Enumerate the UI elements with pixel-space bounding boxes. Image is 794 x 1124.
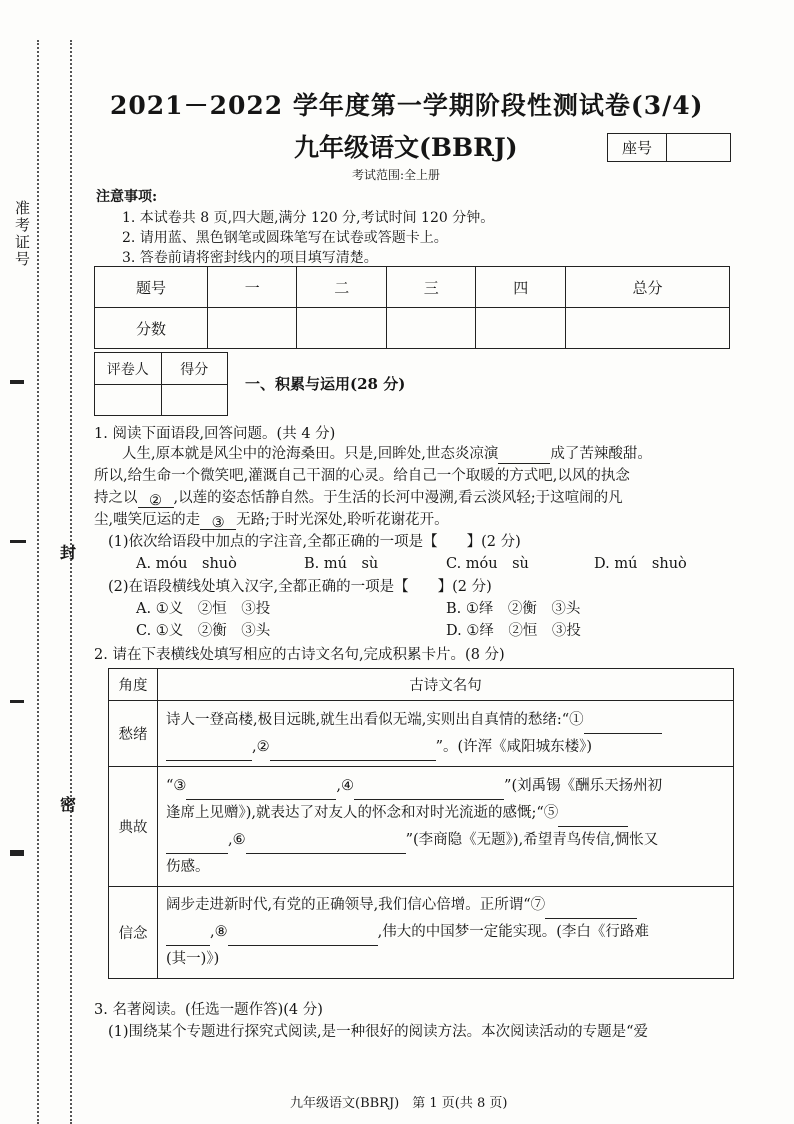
text: ,⑧	[210, 924, 228, 940]
grader-score-field[interactable]	[162, 385, 228, 416]
text: 成了苦辣酸甜。	[550, 446, 652, 462]
q2-stem: 2. 请在下表横线处填写相应的古诗文名句,完成积累卡片。(8 分)	[94, 647, 505, 663]
section-title: 一、积累与运用(28 分)	[245, 375, 406, 393]
q1-sub2-option[interactable]: C. ①义 ②衡 ③头	[136, 623, 271, 639]
answer-blank[interactable]	[166, 837, 228, 854]
answer-blank[interactable]	[584, 717, 662, 734]
seal-dotted-line-inner	[70, 40, 72, 1124]
score-cell[interactable]	[565, 308, 729, 349]
poem-row-content	[158, 887, 734, 979]
answer-blank[interactable]	[166, 929, 210, 946]
answer-blank[interactable]	[558, 810, 628, 827]
q1-sub1-option[interactable]: A. móu shuò	[136, 556, 237, 572]
text: “③	[166, 777, 187, 794]
score-header-cell: 三	[386, 267, 475, 308]
answer-blank[interactable]	[200, 513, 236, 530]
score-cell[interactable]	[476, 308, 565, 349]
score-header-cell: 二	[297, 267, 386, 308]
poem-row-angle: 愁绪	[109, 701, 158, 767]
blank-mark: ③	[211, 515, 225, 531]
margin-exam-number-label: 准考证号	[13, 200, 31, 268]
q1-sub2-option[interactable]: B. ①绎 ②衡 ③头	[446, 601, 581, 617]
q1-sub2-option[interactable]: A. ①义 ②恒 ③投	[136, 601, 271, 617]
answer-blank[interactable]	[246, 837, 406, 854]
poem-head-lines: 古诗文名句	[158, 669, 734, 701]
poem-card-table	[108, 668, 734, 979]
note-item: 2. 请用蓝、黑色钢笔或圆珠笔写在试卷或答题卡上。	[122, 230, 448, 246]
margin-mark	[10, 700, 24, 703]
page-footer: 九年级语文(BBRJ) 第 1 页(共 8 页)	[290, 1096, 508, 1111]
text: 尘,嗤笑厄运的走	[94, 512, 201, 528]
text: ”(刘禹锡《酬乐天扬州初	[504, 777, 663, 794]
grader-reviewer-field[interactable]	[95, 385, 162, 416]
seal-dotted-line-outer	[37, 40, 39, 1124]
q3-stem: 3. 名著阅读。(任选一题作答)(4 分)	[94, 1002, 323, 1018]
seat-number-field[interactable]	[667, 134, 730, 161]
exam-title: 2021－2022 学年度第一学期阶段性测试卷(3/4)	[110, 91, 704, 120]
seal-char-mi: 密	[60, 795, 77, 814]
text: 阔步走进新时代,有党的正确领导,我们信心倍增。正所谓“⑦	[166, 897, 546, 913]
text: ”(李商隐《无题》),希望青鸟传信,惆怅又	[405, 831, 659, 848]
text: 逢席上见赠》),就表达了对友人的怀念和对时光流逝的感慨;“⑤	[166, 804, 559, 821]
grader-score-label: 得分	[180, 361, 209, 378]
answer-blank[interactable]	[228, 929, 378, 946]
q1-sub1-option[interactable]: D. mú shuò	[594, 556, 687, 572]
score-header-cell: 四	[476, 267, 565, 308]
seat-number-box	[607, 133, 731, 162]
score-header-cell: 总分	[565, 267, 729, 308]
answer-blank[interactable]	[186, 783, 336, 800]
poem-head-angle: 角度	[109, 669, 158, 701]
q1-sub2-option[interactable]: D. ①绎 ②恒 ③投	[446, 623, 581, 639]
poem-row-content	[158, 701, 734, 767]
note-item: 1. 本试卷共 8 页,四大题,满分 120 分,考试时间 120 分钟。	[122, 210, 495, 226]
seat-number-label: 座号	[608, 134, 667, 161]
score-cell[interactable]	[386, 308, 475, 349]
answer-blank[interactable]	[354, 783, 504, 800]
q1-para-line: 所以,给生命一个微笑吧,灌溉自己干涸的心灵。给自己一个取暖的方式吧,以风的执念	[94, 468, 630, 484]
notes-heading: 注意事项:	[96, 189, 158, 205]
exam-range: 考试范围:全上册	[352, 168, 441, 182]
score-header-cell: 一	[208, 267, 297, 308]
text: ,伟大的中国梦一定能实现。(李白《行路难	[377, 924, 649, 940]
text: (其一)》)	[166, 951, 220, 967]
answer-blank[interactable]	[138, 491, 174, 508]
answer-blank[interactable]	[545, 902, 637, 919]
answer-blank[interactable]	[270, 744, 436, 761]
text: ”。(许浑《咸阳城东楼》)	[435, 738, 593, 755]
poem-row-content	[158, 767, 734, 887]
grader-reviewer-label: 评卷人	[95, 353, 162, 384]
margin-mark	[10, 380, 24, 384]
score-header-cell: 题号	[95, 267, 208, 308]
q1-stem: 1. 阅读下面语段,回答问题。(共 4 分)	[94, 426, 336, 442]
text: 无路;于时光深处,聆听花谢花开。	[236, 512, 449, 528]
text: ,②	[252, 738, 270, 755]
text: 诗人一登高楼,极目远眺,就生出看似无端,实则出自真情的愁绪:“①	[166, 711, 584, 728]
q3-sub1: (1)围绕某个专题进行探究式阅读,是一种很好的阅读方法。本次阅读活动的专题是“爱	[108, 1024, 649, 1040]
answer-blank[interactable]	[498, 447, 550, 464]
grader-box	[94, 352, 228, 416]
text: 伤感。	[166, 858, 210, 875]
q1-sub2: (2)在语段横线处填入汉字,全都正确的一项是【 】(2 分)	[108, 579, 492, 595]
text: 持之以	[94, 490, 138, 506]
q1-para-line	[94, 488, 623, 508]
score-table	[94, 266, 730, 349]
note-item: 3. 答卷前请将密封线内的项目填写清楚。	[122, 250, 378, 266]
answer-blank[interactable]	[166, 744, 252, 761]
text: ,④	[336, 777, 355, 794]
q1-para-line	[122, 444, 652, 464]
seal-char-feng: 封	[60, 543, 77, 562]
poem-row-angle: 典故	[109, 767, 158, 887]
q1-para-line	[94, 510, 449, 530]
exam-subtitle: 九年级语文(BBRJ)	[294, 133, 518, 162]
text: ,⑥	[228, 831, 246, 848]
q1-sub1-option[interactable]: C. móu sù	[446, 556, 529, 572]
text: 人生,原本就是风尘中的沧海桑田。只是,回眸处,世态炎凉演	[122, 446, 499, 462]
score-row-label: 分数	[95, 308, 208, 349]
margin-mark	[10, 850, 24, 856]
score-cell[interactable]	[297, 308, 386, 349]
margin-mark	[10, 540, 26, 543]
q1-sub1: (1)依次给语段中加点的字注音,全都正确的一项是【 】(2 分)	[108, 534, 521, 550]
poem-row-angle: 信念	[109, 887, 158, 979]
score-cell[interactable]	[208, 308, 297, 349]
blank-mark: ②	[149, 493, 162, 509]
text: ,以莲的姿态恬静自然。于生活的长河中漫溯,看云淡风轻;于这喧闹的凡	[173, 490, 623, 506]
q1-sub1-option[interactable]: B. mú sù	[304, 556, 379, 572]
